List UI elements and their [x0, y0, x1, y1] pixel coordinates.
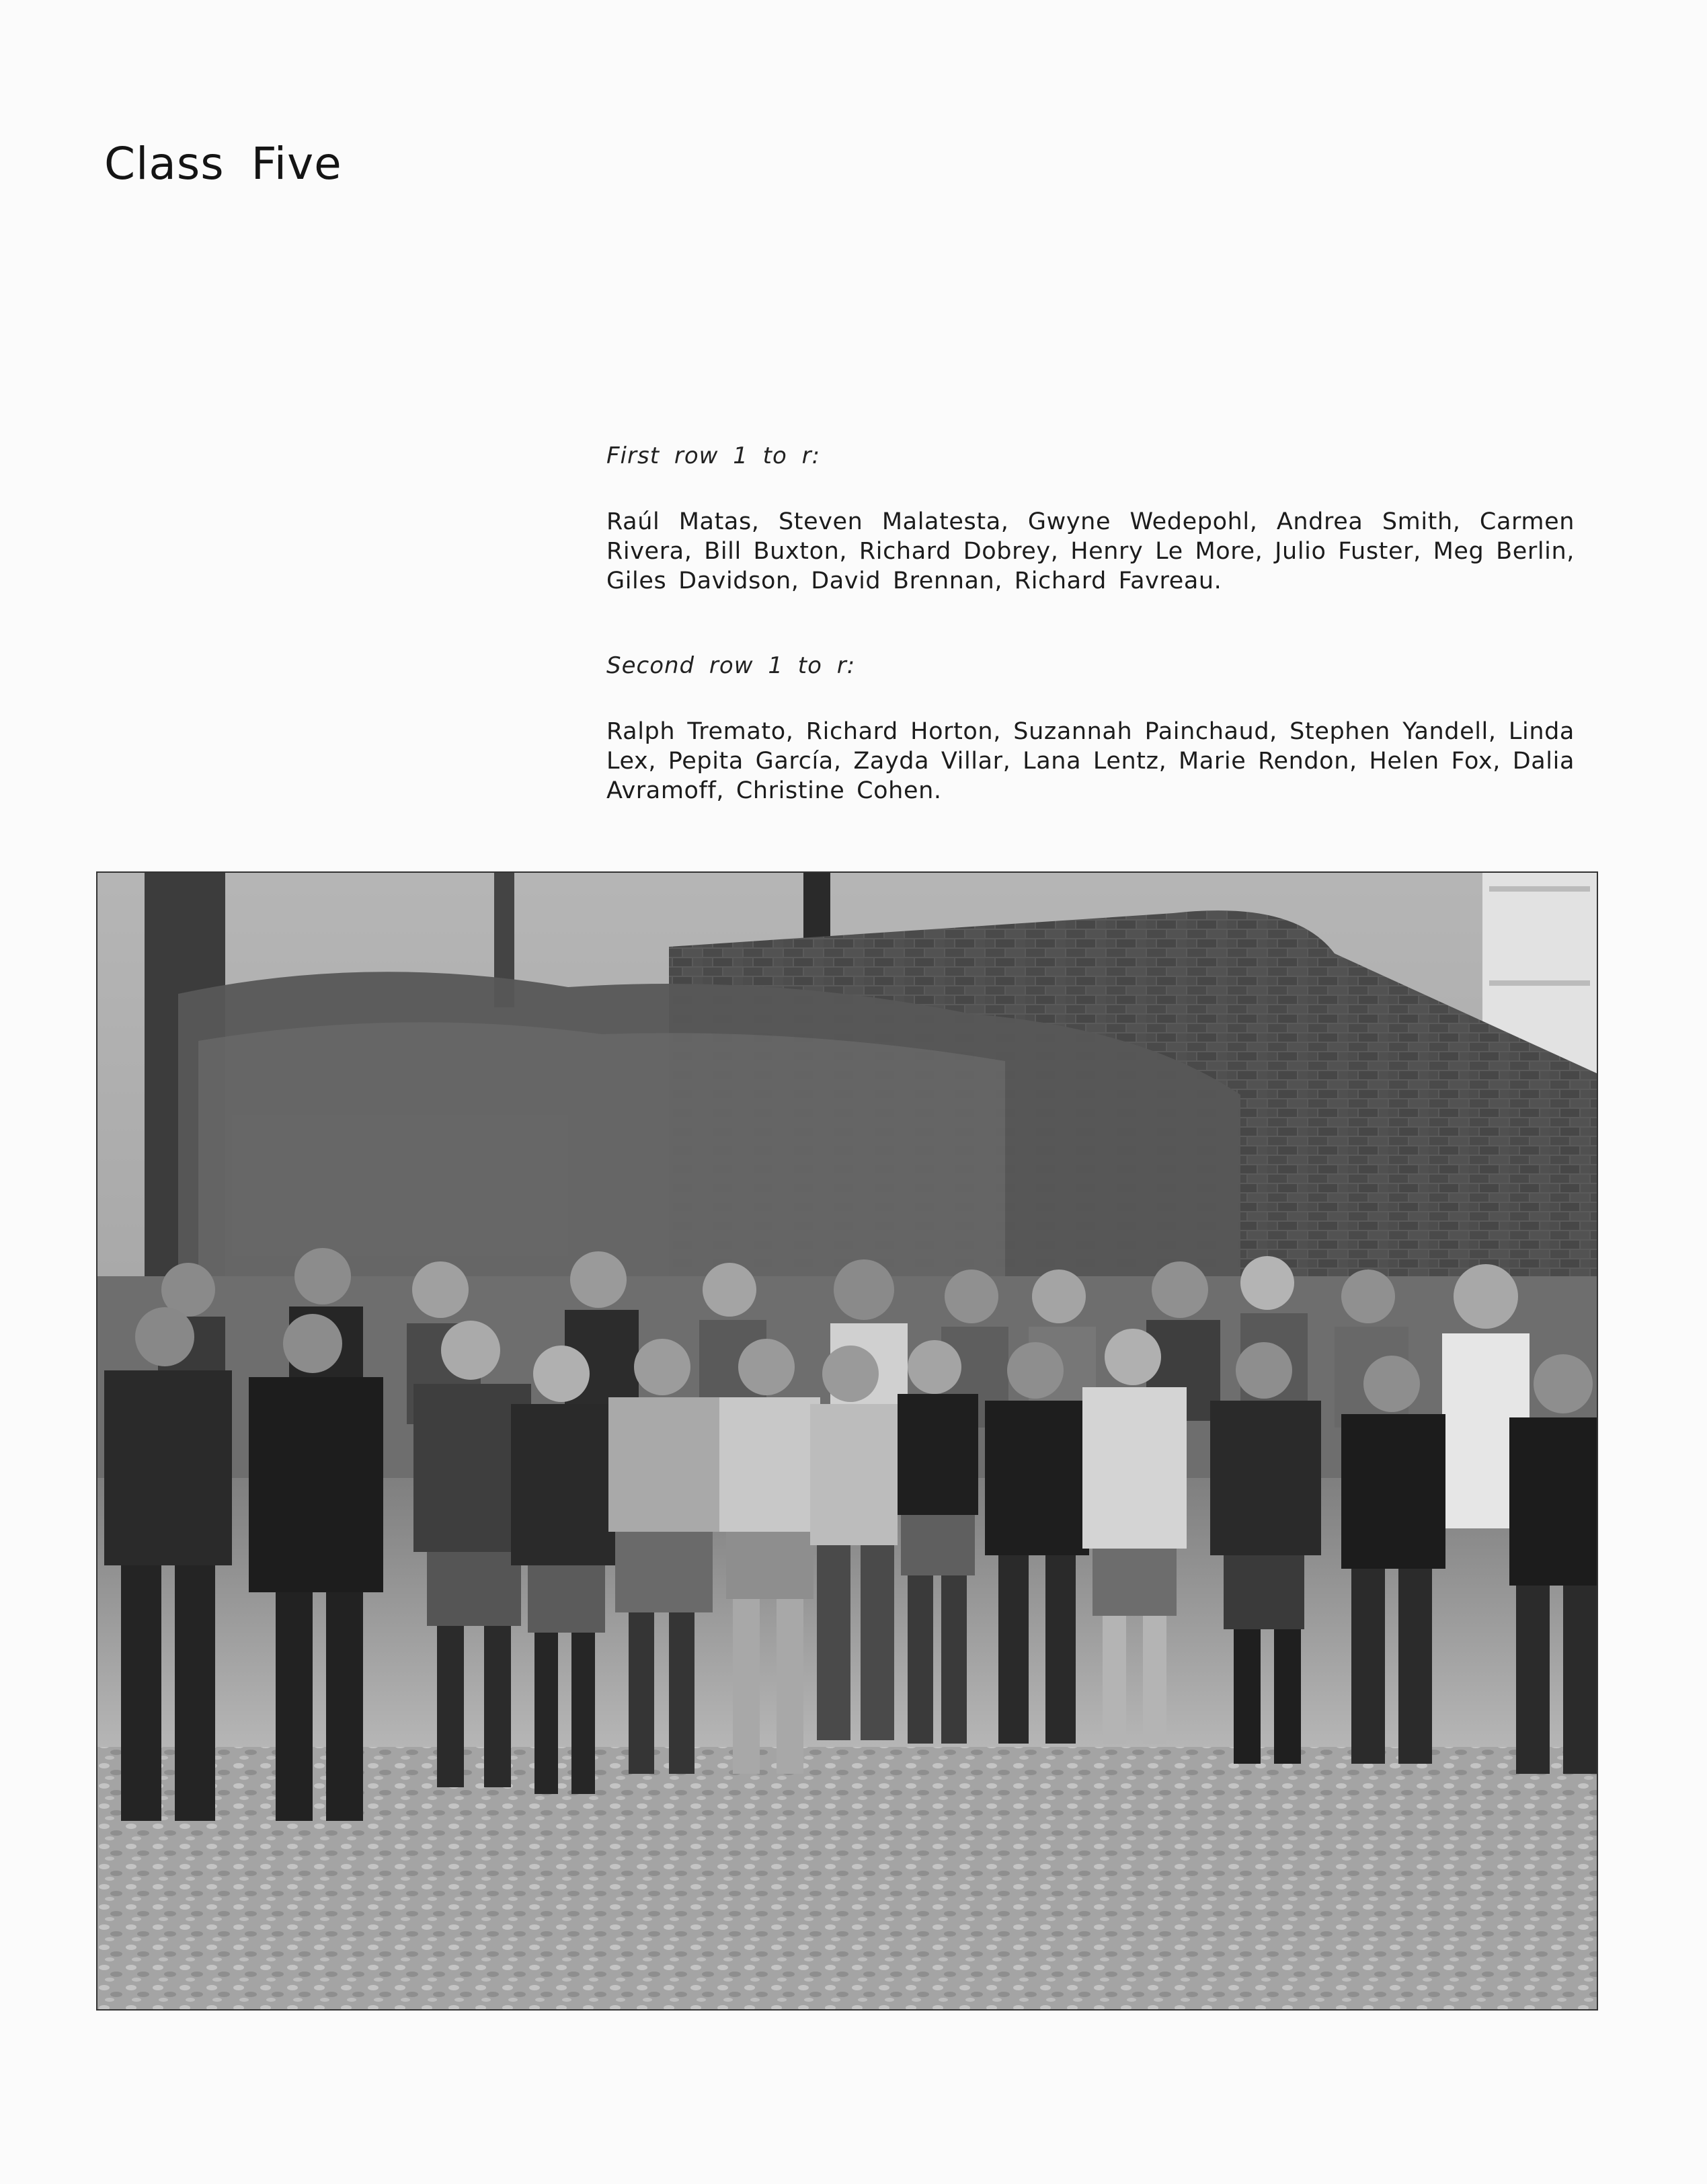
- page-title: Class Five: [104, 138, 342, 190]
- photo-captions: [606, 442, 1575, 806]
- second-row-label: Second row 1 to r:: [606, 652, 856, 679]
- first-row-label: First row 1 to r:: [606, 442, 821, 469]
- leaf-covered-ground: [97, 1747, 1598, 2011]
- class-group-photo: [96, 871, 1598, 2011]
- first-row-names: Raúl Matas, Steven Malatesta, Gwyne Wedepohl, Andrea Smith, Carmen Rivera, Bill Buxton, Richard Dobrey, Henry Le More, Julio Fuster, Meg Berlin, Giles Davidson, David Brennan, Richard Favreau.: [606, 508, 1575, 594]
- second-row-names: Ralph Tremato, Richard Horton, Suzannah Painchaud, Stephen Yandell, Linda Lex, Pepita García, Zayda Villar, Lana Lentz, Marie Rendon, Helen Fox, Dalia Avramoff, Christine Cohen.: [606, 718, 1575, 804]
